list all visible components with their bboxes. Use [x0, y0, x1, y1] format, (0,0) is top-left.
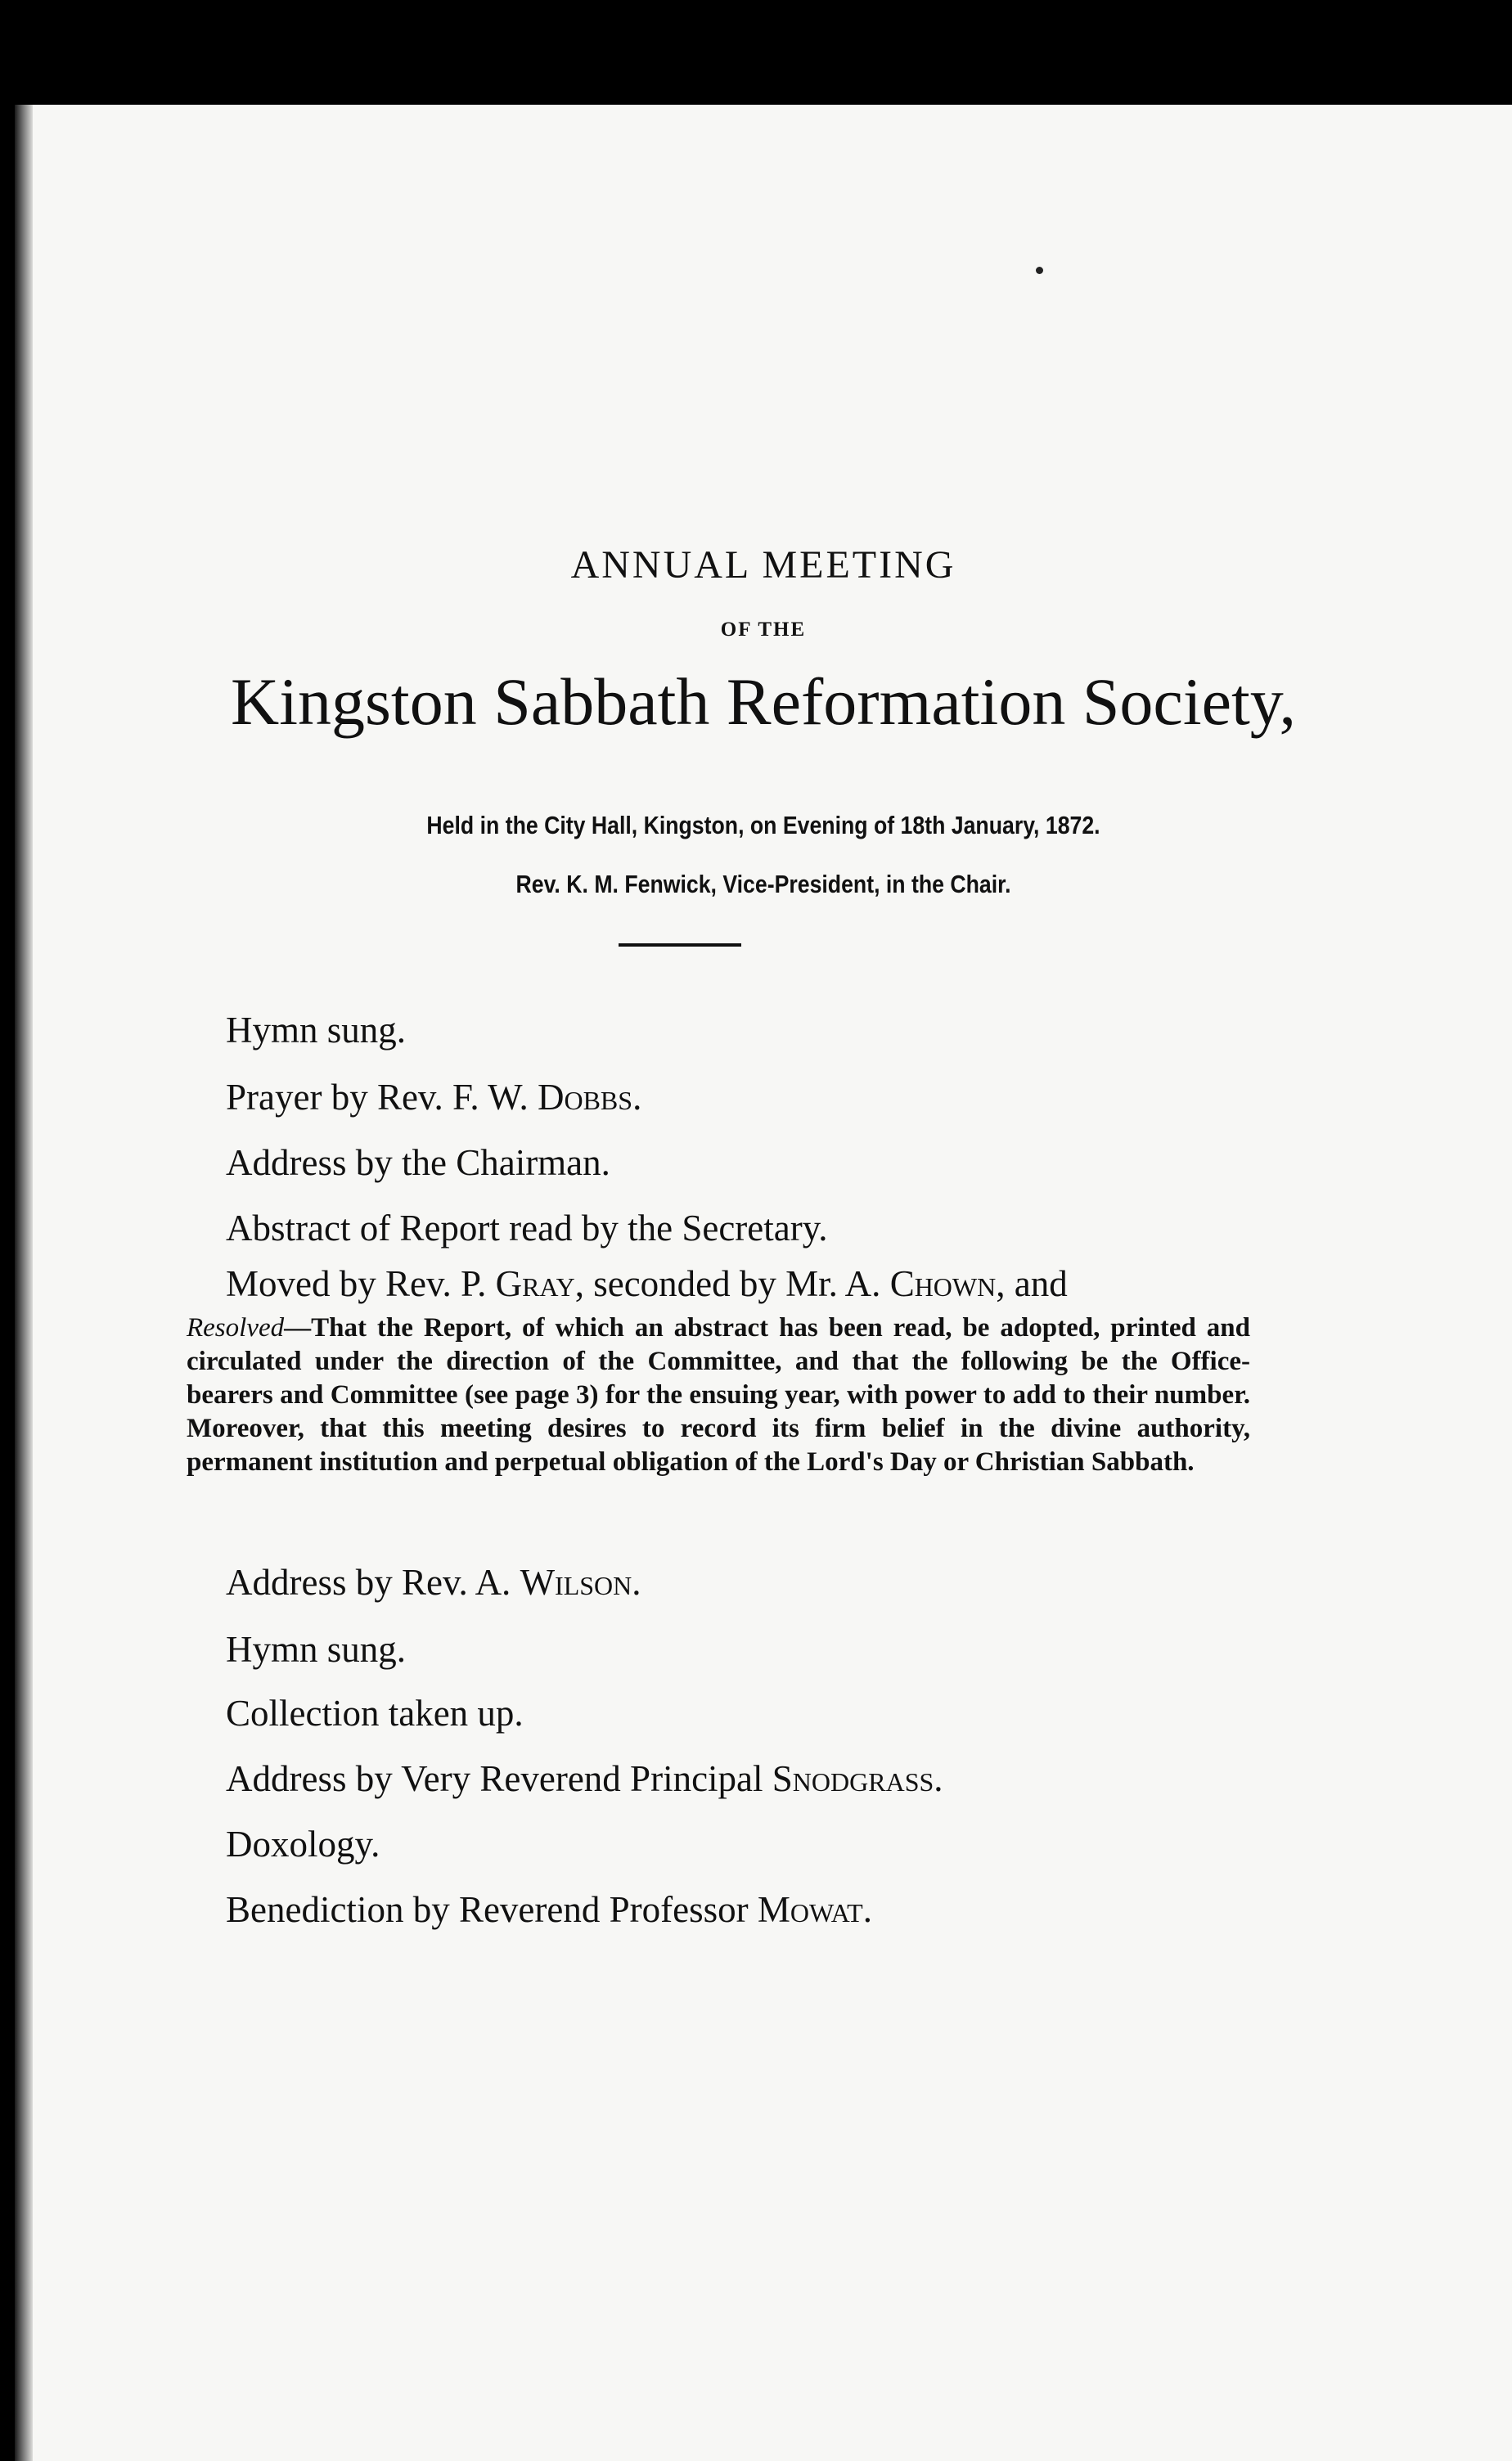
item-hymn-1: Hymn sung. [226, 1010, 407, 1051]
item-moved-name-chown: Chown [889, 1263, 997, 1304]
item-collection: Collection taken up. [226, 1693, 524, 1734]
item-moved-text-b: , seconded by Mr. A. [574, 1263, 890, 1304]
item-address-wilson [226, 1561, 641, 1604]
item-hymn-2: Hymn sung. [226, 1629, 407, 1670]
item-doxology: Doxology. [226, 1824, 380, 1865]
heading-annual-meeting: ANNUAL MEETING [570, 543, 956, 587]
item-moved-text-a: Moved by Rev. P. [226, 1263, 496, 1304]
item-prayer-text: Prayer by Rev. F. W. [226, 1077, 538, 1118]
item-abstract-report: Abstract of Report read by the Secretary. [226, 1208, 828, 1248]
item-benediction [226, 1888, 872, 1931]
divider-rule [619, 943, 741, 947]
heading-society-name: Kingston Sabbath Reformation Society, [231, 664, 1296, 739]
item-address-snodgrass-text: Address by Very Reverend Principal [226, 1758, 772, 1799]
ink-speck [1036, 267, 1043, 274]
item-moved [226, 1262, 1068, 1305]
page-edge-shadow [15, 105, 33, 2461]
item-address-chairman: Address by the Chairman. [226, 1142, 610, 1183]
item-prayer [226, 1076, 641, 1118]
item-benediction-text: Benediction by Reverend Professor [226, 1889, 758, 1930]
item-address-snodgrass [226, 1757, 943, 1800]
meeting-location-date: Held in the City Hall, Kingston, on Evening of 18th January, 1872. [426, 811, 1100, 839]
item-address-wilson-name: Wilson [520, 1562, 632, 1603]
resolution-paragraph [187, 1311, 1250, 1479]
item-benediction-name: Mowat [757, 1889, 863, 1930]
document-page [15, 105, 1512, 2461]
item-address-snodgrass-name: Snodgrass [772, 1758, 934, 1799]
resolution-lead: Resolved [187, 1313, 285, 1343]
item-prayer-end: . [632, 1077, 642, 1118]
item-benediction-end: . [862, 1889, 872, 1930]
item-address-wilson-text: Address by Rev. A. [226, 1562, 520, 1603]
resolution-text: —That the Report, of which an abstract has been read, be adopted, printed and circulated under the direction of the Committee, and that the following be the Office-bearers and Committee (see page 3) for the ensuing year, with power to add to their number. Moreover, that this meeting desires to record its firm belief in the divine authority, permanent institution and perpetual obligation of the Lord's Day or Christian Sabbath. [187, 1313, 1250, 1477]
item-prayer-name: Dobbs [537, 1077, 633, 1118]
item-moved-text-c: , and [996, 1263, 1068, 1304]
meeting-chair: Rev. K. M. Fenwick, Vice-President, in the Chair. [515, 870, 1011, 898]
item-moved-name-gray: Gray [495, 1263, 575, 1304]
item-address-wilson-end: . [632, 1562, 641, 1603]
heading-of-the: OF THE [720, 619, 807, 641]
item-address-snodgrass-end: . [934, 1758, 943, 1799]
